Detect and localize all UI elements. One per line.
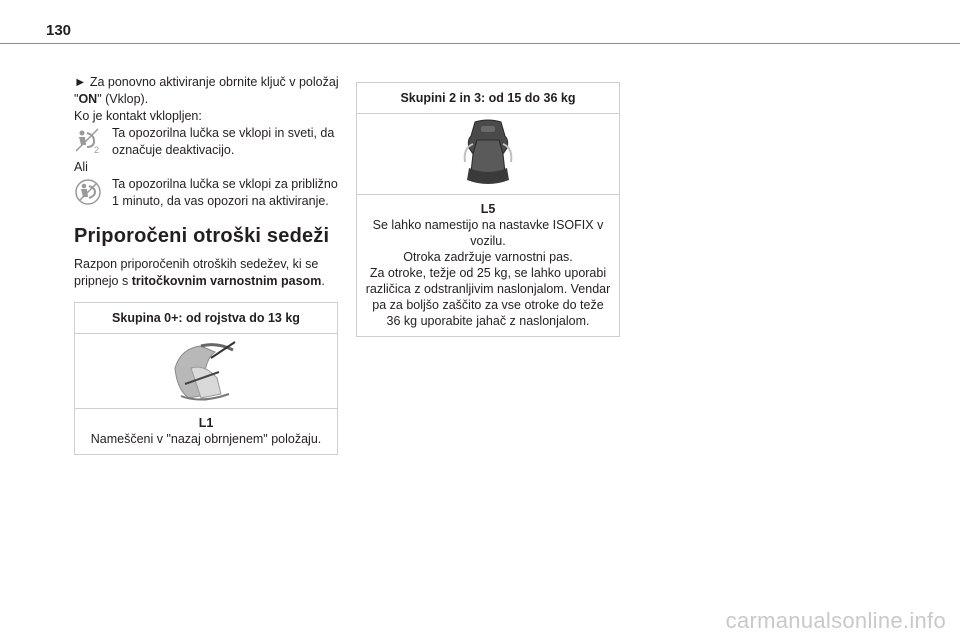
- group23-image-cell: [357, 114, 619, 195]
- group0-description: Nameščeni v "nazaj obrnjenem" položaju.: [90, 432, 322, 446]
- section-title: Priporočeni otroški sedeži: [74, 225, 330, 247]
- section-desc-prefix: Razpon priporočenih otroških sedežev, ki se pripnejo s: [74, 257, 319, 288]
- svg-text:2: 2: [94, 145, 100, 155]
- watermark: carmanualsonline.info: [725, 608, 946, 633]
- booster-seat-image: [459, 118, 517, 190]
- left-column: [74, 74, 339, 455]
- group0-table: [74, 302, 338, 455]
- warning-item-activation-text: Ta opozorilna lučka se vklopi za približno 1 minuto, da vas opozori na aktiviranje.: [112, 177, 338, 208]
- group0-header: Skupina 0+: od rojstva do 13 kg: [75, 303, 337, 334]
- intro-line1-suffix: " (Vklop).: [97, 92, 149, 106]
- section-desc-bold: tritočkovnim varnostnim pasom: [131, 274, 322, 288]
- airbag-warning-icon: [74, 178, 102, 206]
- page-number: 130: [46, 22, 72, 39]
- group23-table: [356, 82, 620, 337]
- or-label: Ali: [74, 160, 88, 174]
- group0-code: L1: [198, 416, 214, 430]
- warning-item-activation: [74, 176, 339, 210]
- section-description: [74, 256, 339, 290]
- intro-line1-prefix: ► Za ponovno aktiviranje obrnite ključ v položaj ": [74, 75, 339, 106]
- header-divider: [0, 43, 960, 44]
- rear-facing-child-seat-image: [171, 338, 241, 404]
- intro-line1: [74, 74, 339, 108]
- group0-text-cell: [75, 409, 337, 454]
- group23-text-cell: [357, 195, 619, 336]
- intro-on-keyword: ON: [78, 92, 98, 106]
- middle-column: [356, 82, 620, 337]
- group23-header: Skupini 2 in 3: od 15 do 36 kg: [357, 83, 619, 114]
- group23-code: L5: [480, 202, 496, 216]
- intro-line2: Ko je kontakt vklopljen:: [74, 109, 202, 123]
- group23-description: Se lahko namestijo na nastavke ISOFIX v vozilu. Otroka zadržuje varnostni pas. Za otroke, težje od 25 kg, se lahko uporabi različica z odstranljivim naslonjalom. Vendar pa za boljšo zaščito za vse otroke do teže 36 kg uporabite jahač z naslonjalom.: [365, 218, 611, 328]
- group0-image-cell: [75, 334, 337, 409]
- warning-item-deactivation: [74, 125, 339, 159]
- section-desc-suffix: .: [321, 274, 325, 288]
- warning-item-deactivation-text: Ta opozorilna lučka se vklopi in sveti, da označuje deaktivacijo.: [112, 126, 335, 157]
- airbag-off-warning-icon: [74, 127, 102, 155]
